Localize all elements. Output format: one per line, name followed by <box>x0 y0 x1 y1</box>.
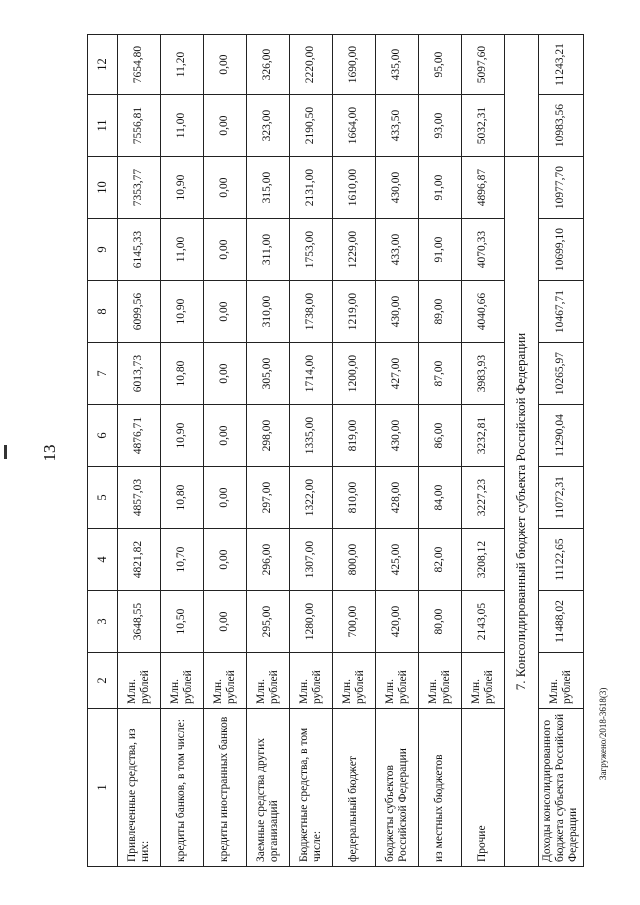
column-number-header: 6 <box>88 405 118 467</box>
unit-cell: Млн. рублей <box>539 653 584 709</box>
column-number-header: 9 <box>88 219 118 281</box>
value-cell: 10,50 <box>161 591 204 653</box>
value-cell: 0,00 <box>204 35 247 95</box>
value-cell: 5097,60 <box>462 35 505 95</box>
unit-cell: Млн. рублей <box>290 653 333 709</box>
value-cell: 82,00 <box>419 529 462 591</box>
value-cell: 10467,71 <box>539 281 584 343</box>
column-number-header: 7 <box>88 343 118 405</box>
value-cell: 3208,12 <box>462 529 505 591</box>
row-label: Привлеченные средства, из них: <box>118 709 161 867</box>
value-cell: 10265,97 <box>539 343 584 405</box>
value-cell: 10,90 <box>161 281 204 343</box>
value-cell: 433,50 <box>376 95 419 157</box>
value-cell: 1280,00 <box>290 591 333 653</box>
row-label: бюджеты субъектов Российской Федерации <box>376 709 419 867</box>
value-cell: 11488,02 <box>539 591 584 653</box>
value-cell: 323,00 <box>247 95 290 157</box>
value-cell: 315,00 <box>247 157 290 219</box>
value-cell: 11122,65 <box>539 529 584 591</box>
value-cell: 87,00 <box>419 343 462 405</box>
value-cell: 10,90 <box>161 405 204 467</box>
value-cell: 425,00 <box>376 529 419 591</box>
value-cell: 1753,00 <box>290 219 333 281</box>
value-cell: 1229,00 <box>333 219 376 281</box>
value-cell: 6145,33 <box>118 219 161 281</box>
column-number-header: 11 <box>88 95 118 157</box>
value-cell: 11,20 <box>161 35 204 95</box>
section-header-row <box>505 35 539 867</box>
column-number-row <box>88 35 118 867</box>
page-number: 13 <box>40 444 59 462</box>
value-cell: 810,00 <box>333 467 376 529</box>
value-cell: 0,00 <box>204 529 247 591</box>
value-cell: 86,00 <box>419 405 462 467</box>
value-cell: 11290,04 <box>539 405 584 467</box>
value-cell: 0,00 <box>204 343 247 405</box>
row-label: Доходы консолидированного бюджета субъекта Российской Федерации <box>539 709 584 867</box>
value-cell: 91,00 <box>419 219 462 281</box>
value-cell: 326,00 <box>247 35 290 95</box>
value-cell: 311,00 <box>247 219 290 281</box>
value-cell: 2131,00 <box>290 157 333 219</box>
value-cell: 3648,55 <box>118 591 161 653</box>
value-cell: 4821,82 <box>118 529 161 591</box>
value-cell: 84,00 <box>419 467 462 529</box>
value-cell: 11072,31 <box>539 467 584 529</box>
value-cell: 10,80 <box>161 343 204 405</box>
value-cell: 11,00 <box>161 95 204 157</box>
value-cell: 6099,56 <box>118 281 161 343</box>
unit-cell: Млн. рублей <box>376 653 419 709</box>
row-label: кредиты иностранных банков <box>204 709 247 867</box>
value-cell: 430,00 <box>376 157 419 219</box>
indicators-table <box>87 34 584 867</box>
row-label: Бюджетные средства, в том числе: <box>290 709 333 867</box>
value-cell: 10977,70 <box>539 157 584 219</box>
value-cell: 1690,00 <box>333 35 376 95</box>
value-cell: 3232,81 <box>462 405 505 467</box>
value-cell: 3227,23 <box>462 467 505 529</box>
table-row <box>118 35 161 867</box>
punch-mark <box>4 445 7 459</box>
value-cell: 4040,66 <box>462 281 505 343</box>
column-number-header: 8 <box>88 281 118 343</box>
unit-cell: Млн. рублей <box>462 653 505 709</box>
table-row <box>161 35 204 867</box>
value-cell: 310,00 <box>247 281 290 343</box>
row-label: федеральный бюджет <box>333 709 376 867</box>
value-cell: 91,00 <box>419 157 462 219</box>
value-cell: 1610,00 <box>333 157 376 219</box>
value-cell: 89,00 <box>419 281 462 343</box>
value-cell: 0,00 <box>204 281 247 343</box>
value-cell: 10983,56 <box>539 95 584 157</box>
value-cell: 4070,33 <box>462 219 505 281</box>
value-cell: 6013,73 <box>118 343 161 405</box>
value-cell: 1714,00 <box>290 343 333 405</box>
unit-cell: Млн. рублей <box>247 653 290 709</box>
value-cell: 7353,77 <box>118 157 161 219</box>
value-cell: 0,00 <box>204 467 247 529</box>
value-cell: 7556,81 <box>118 95 161 157</box>
value-cell: 0,00 <box>204 157 247 219</box>
value-cell: 4857,03 <box>118 467 161 529</box>
value-cell: 0,00 <box>204 219 247 281</box>
value-cell: 430,00 <box>376 405 419 467</box>
table-row <box>204 35 247 867</box>
value-cell: 3983,93 <box>462 343 505 405</box>
value-cell: 819,00 <box>333 405 376 467</box>
value-cell: 80,00 <box>419 591 462 653</box>
section-title: 7. Консолидированный бюджет субъекта Российской Федерации <box>505 157 539 867</box>
row-label: Прочие <box>462 709 505 867</box>
column-number-header: 4 <box>88 529 118 591</box>
value-cell: 420,00 <box>376 591 419 653</box>
value-cell: 1200,00 <box>333 343 376 405</box>
value-cell: 10699,10 <box>539 219 584 281</box>
value-cell: 1738,00 <box>290 281 333 343</box>
unit-cell: Млн. рублей <box>333 653 376 709</box>
value-cell: 295,00 <box>247 591 290 653</box>
rotated-table-container <box>87 35 580 867</box>
value-cell: 297,00 <box>247 467 290 529</box>
value-cell: 0,00 <box>204 405 247 467</box>
row-label: из местных бюджетов <box>419 709 462 867</box>
value-cell: 427,00 <box>376 343 419 405</box>
column-number-header: 5 <box>88 467 118 529</box>
table-row <box>290 35 333 867</box>
value-cell: 0,00 <box>204 95 247 157</box>
value-cell: 1322,00 <box>290 467 333 529</box>
value-cell: 1219,00 <box>333 281 376 343</box>
table-row <box>539 35 584 867</box>
value-cell: 0,00 <box>204 591 247 653</box>
unit-cell: Млн. рублей <box>204 653 247 709</box>
row-label: Заемные средства других организаций <box>247 709 290 867</box>
value-cell: 433,00 <box>376 219 419 281</box>
table-row <box>462 35 505 867</box>
value-cell: 10,80 <box>161 467 204 529</box>
table-row <box>333 35 376 867</box>
value-cell: 2190,50 <box>290 95 333 157</box>
value-cell: 435,00 <box>376 35 419 95</box>
column-number-header: 12 <box>88 35 118 95</box>
value-cell: 428,00 <box>376 467 419 529</box>
column-number-header: 10 <box>88 157 118 219</box>
unit-cell: Млн. рублей <box>419 653 462 709</box>
value-cell: 298,00 <box>247 405 290 467</box>
value-cell: 4876,71 <box>118 405 161 467</box>
value-cell: 7654,80 <box>118 35 161 95</box>
unit-cell: Млн. рублей <box>118 653 161 709</box>
column-number-header: 2 <box>88 653 118 709</box>
value-cell: 5032,31 <box>462 95 505 157</box>
value-cell: 2220,00 <box>290 35 333 95</box>
value-cell: 700,00 <box>333 591 376 653</box>
section-empty-cell <box>505 35 539 157</box>
value-cell: 800,00 <box>333 529 376 591</box>
value-cell: 95,00 <box>419 35 462 95</box>
row-label: кредиты банков, в том числе: <box>161 709 204 867</box>
value-cell: 305,00 <box>247 343 290 405</box>
value-cell: 430,00 <box>376 281 419 343</box>
unit-cell: Млн. рублей <box>161 653 204 709</box>
column-number-header: 3 <box>88 591 118 653</box>
table-row <box>376 35 419 867</box>
value-cell: 1307,00 <box>290 529 333 591</box>
value-cell: 93,00 <box>419 95 462 157</box>
value-cell: 11243,21 <box>539 35 584 95</box>
value-cell: 11,00 <box>161 219 204 281</box>
value-cell: 1335,00 <box>290 405 333 467</box>
value-cell: 296,00 <box>247 529 290 591</box>
table-row <box>419 35 462 867</box>
value-cell: 4896,87 <box>462 157 505 219</box>
value-cell: 10,70 <box>161 529 204 591</box>
value-cell: 1664,00 <box>333 95 376 157</box>
upload-stamp: Загружено/2018-3618(3) <box>598 687 608 780</box>
value-cell: 10,90 <box>161 157 204 219</box>
table-row <box>247 35 290 867</box>
value-cell: 2143,05 <box>462 591 505 653</box>
column-number-header: 1 <box>88 709 118 867</box>
